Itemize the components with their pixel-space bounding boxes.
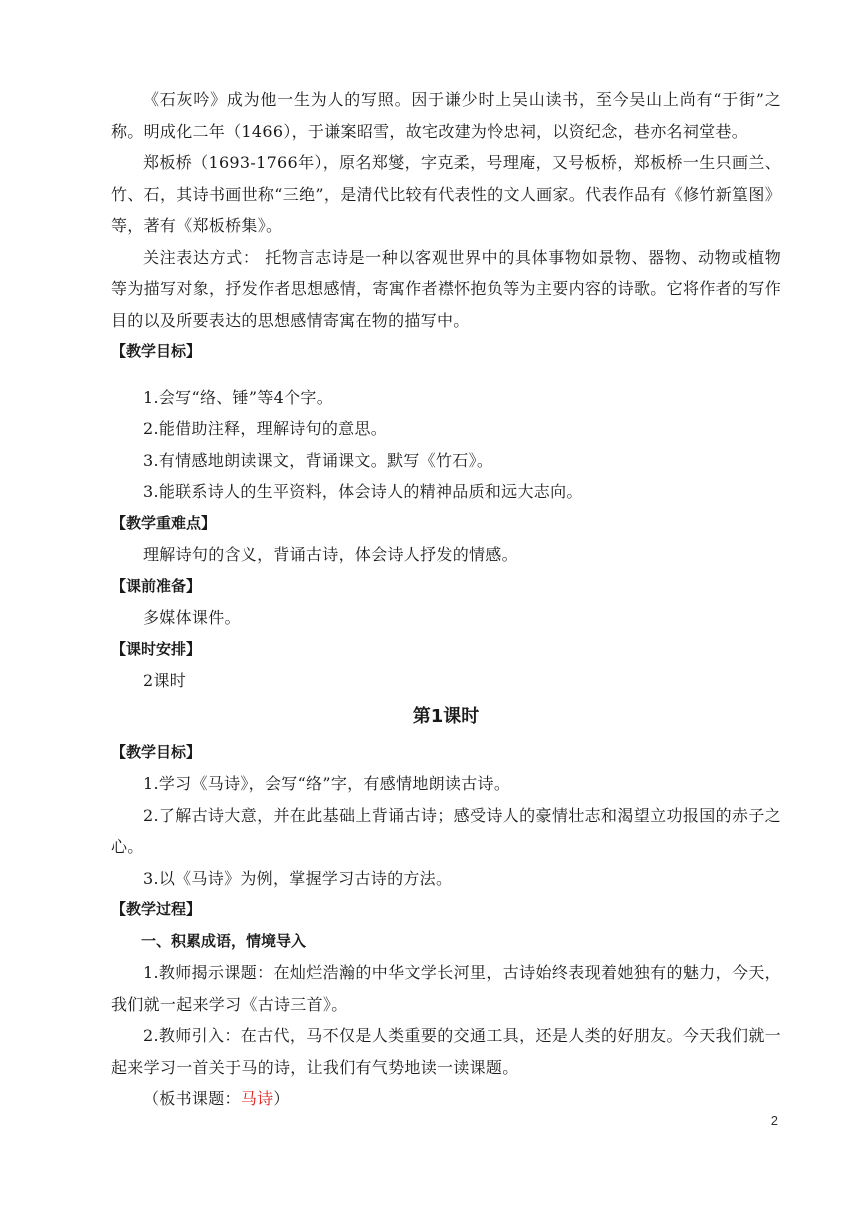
lesson-1-goal-item: 2.了解古诗大意，并在此基础上背诵古诗；感受诗人的豪情壮志和渴望立功报国的赤子之心。 bbox=[111, 805, 781, 856]
teaching-goal-item: 1.会写“络、锤”等4个字。 bbox=[143, 387, 334, 407]
key-points-heading: 【教学重难点】 bbox=[111, 513, 217, 532]
spacer bbox=[111, 368, 781, 382]
board-note bbox=[111, 1083, 781, 1115]
step-1-item: 1.教师揭示课题：在灿烂浩瀚的中华文学长河里，古诗始终表现着她独有的魅力，今天，我们就一起来学习《古诗三首》。 bbox=[111, 963, 781, 1014]
intro-paragraph-2: 郑板桥（1693-1766年），原名郑燮，字克柔，号理庵，又号板桥，郑板桥一生只画兰、竹、石，其诗书画世称“三绝”，是清代比较有代表性的文人画家。代表作品有《修竹新篁图》等，著有《郑板桥集》。 bbox=[111, 153, 781, 235]
lesson-1-goals-heading: 【教学目标】 bbox=[111, 742, 202, 761]
key-points-text: 理解诗句的含义，背诵古诗，体会诗人抒发的情感。 bbox=[143, 545, 518, 564]
teaching-goal-item: 2.能借助注释，理解诗句的意思。 bbox=[143, 419, 388, 438]
preparation-text: 多媒体课件。 bbox=[143, 608, 241, 627]
schedule-text: 2课时 bbox=[143, 671, 187, 690]
schedule-heading: 【课时安排】 bbox=[111, 639, 202, 658]
page-number: 2 bbox=[770, 1113, 778, 1128]
lesson-1-goal-item: 1.学习《马诗》，会写“络”字，有感情地朗读古诗。 bbox=[143, 774, 511, 793]
board-note-title: 马诗 bbox=[240, 1089, 274, 1108]
intro-paragraph-1: 《石灰吟》成为他一生为人的写照。因于谦少时上吴山读书，至今吴山上尚有“于街”之称。明成化二年（1466），于谦案昭雪，故宅改建为怜忠祠，以资纪念，巷亦名祠堂巷。 bbox=[111, 90, 781, 141]
lesson-1-goal-item: 3.以《马诗》为例，掌握学习古诗的方法。 bbox=[143, 868, 453, 888]
lesson-1-title: 第1课时 bbox=[412, 705, 480, 727]
step-1-heading: 一、积累成语，情境导入 bbox=[141, 931, 307, 950]
preparation-heading: 【课前准备】 bbox=[111, 576, 202, 595]
step-1-item: 2.教师引入：在古代，马不仅是人类重要的交通工具，还是人类的好朋友。今天我们就一起来学习一首关于马的诗，让我们有气势地读一读课题。 bbox=[111, 1026, 781, 1077]
teaching-goals-heading: 【教学目标】 bbox=[111, 342, 202, 360]
document-body bbox=[111, 84, 781, 1115]
teaching-process-heading: 【教学过程】 bbox=[111, 900, 202, 918]
board-note-suffix: ） bbox=[273, 1089, 290, 1108]
teaching-goal-item: 3.有情感地朗读课文，背诵课文。默写《竹石》。 bbox=[143, 450, 494, 470]
teaching-goal-item: 3.能联系诗人的生平资料，体会诗人的精神品质和远大志向。 bbox=[143, 482, 583, 501]
board-note-prefix: （板书课题： bbox=[143, 1089, 241, 1108]
intro-paragraph-3: 关注表达方式： 托物言志诗是一种以客观世界中的具体事物如景物、器物、动物或植物等为描写对象，抒发作者思想感情，寄寓作者襟怀抱负等为主要内容的诗歌。它将作者的写作目的以及所要表达的思想感情寄寓在物的描写中。 bbox=[111, 247, 781, 330]
